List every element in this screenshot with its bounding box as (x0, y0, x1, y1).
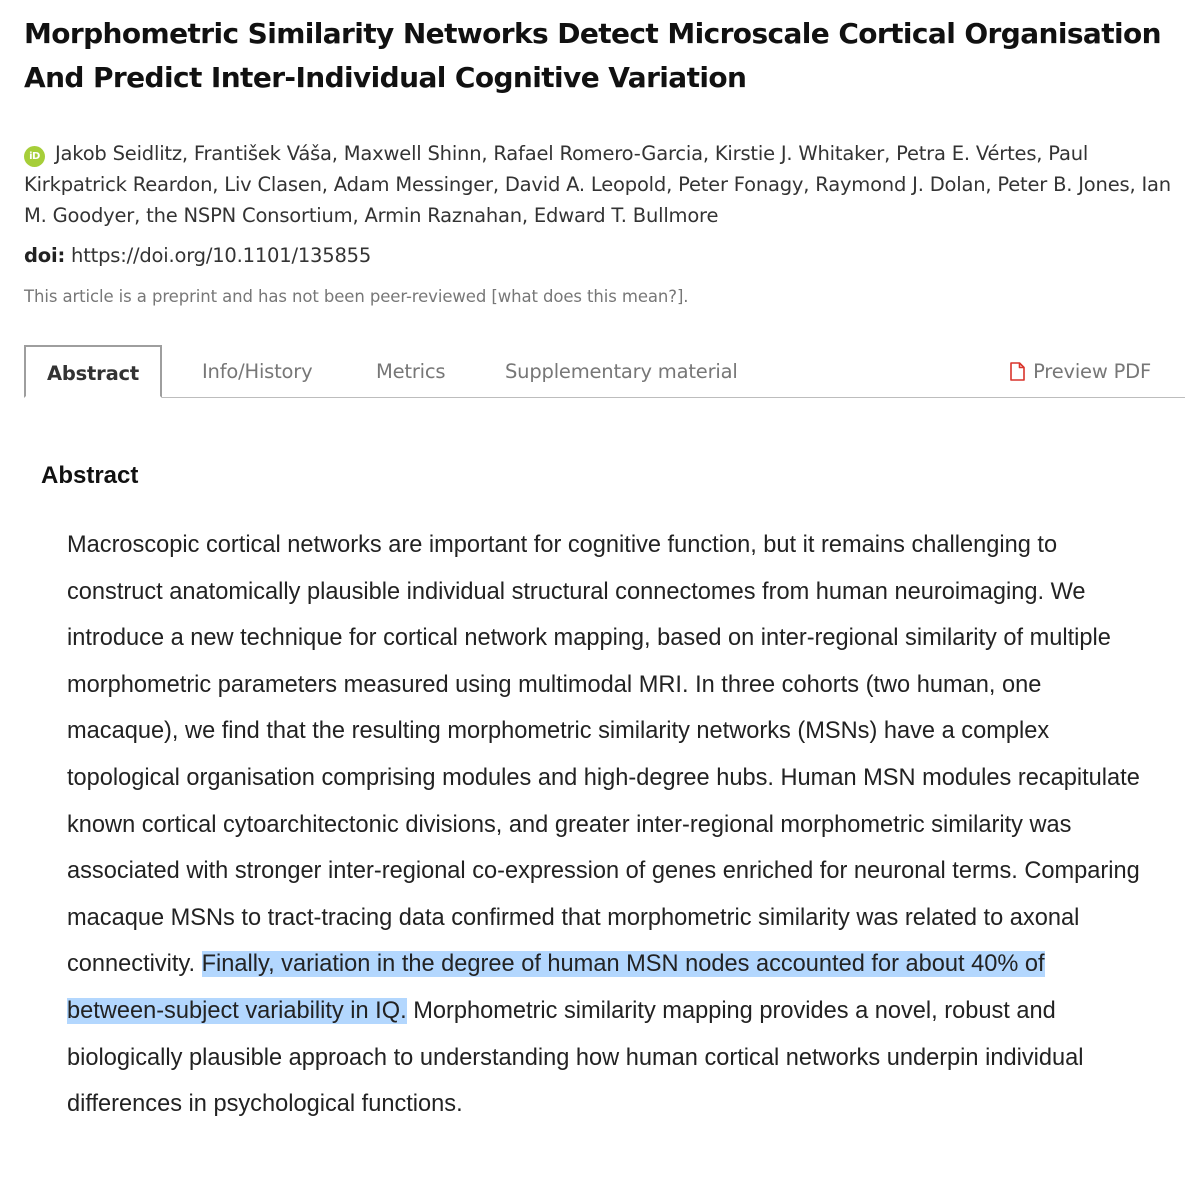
abstract-heading: Abstract (41, 462, 139, 489)
pdf-file-icon (1010, 362, 1025, 381)
doi-line (24, 240, 371, 271)
abstract-selected-text: Finally, variation in the degree of human MSN nodes accounted for about 40% of between-subject variability in IQ. (67, 951, 1045, 1024)
author-list (24, 138, 1174, 231)
preview-pdf-label: Preview PDF (1033, 360, 1151, 383)
tab-metrics[interactable]: Metrics (376, 360, 446, 383)
abstract-body (67, 522, 1147, 1128)
doi-label: doi: (24, 244, 66, 267)
orcid-icon[interactable]: iD (24, 146, 45, 167)
preview-pdf-button[interactable] (1010, 345, 1151, 397)
article-tabs (24, 345, 1185, 398)
preprint-notice-text: This article is a preprint and has not been peer-reviewed (24, 287, 487, 306)
authors-text: Jakob Seidlitz, František Váša, Maxwell Shinn, Rafael Romero-Garcia, Kirstie J. Whitaker, Petra E. Vértes, Paul Kirkpatrick Reardon, Liv Clasen, Adam Messinger, David A. Leopold, Peter Fonagy, Raymond J. Dolan, Peter B. Jones, Ian M. Goodyer, the NSPN Consortium, Armin Raznahan, Edward T. Bullmore (24, 142, 1171, 227)
tab-info-history[interactable]: Info/History (202, 360, 313, 383)
what-does-this-mean-link[interactable]: [what does this mean?] (491, 287, 684, 306)
doi-link[interactable]: https://doi.org/10.1101/135855 (71, 244, 372, 267)
preprint-notice (24, 284, 688, 310)
abstract-text-before: Macroscopic cortical networks are important for cognitive function, but it remains challenging to construct anatomically plausible individual structural connectomes from human neuroimaging. We introduce a new technique for cortical network mapping, based on inter-regional similarity of multiple morphometric parameters measured using multimodal MRI. In three cohorts (two human, one macaque), we find that the resulting morphometric similarity networks (MSNs) have a complex topological organisation comprising modules and high-degree hubs. Human MSN modules recapitulate known cortical cytoarchitectonic divisions, and greater inter-regional morphometric similarity was associated with stronger inter-regional co-expression of genes enriched for neuronal terms. Comparing macaque MSNs to tract-tracing data confirmed that morphometric similarity was related to axonal connectivity. (67, 532, 1140, 978)
tab-supplementary-material[interactable]: Supplementary material (505, 360, 738, 383)
preprint-notice-end: . (683, 287, 689, 306)
tab-abstract[interactable]: Abstract (24, 345, 162, 398)
abstract-text-after: Morphometric similarity mapping provides a novel, robust and biologically plausible approach to understanding how human cortical networks underpin individual differences in psychological functions. (67, 997, 1084, 1118)
article-title: Morphometric Similarity Networks Detect Microscale Cortical Organisation And Predict Inter-Individual Cognitive Variation (24, 17, 1161, 94)
